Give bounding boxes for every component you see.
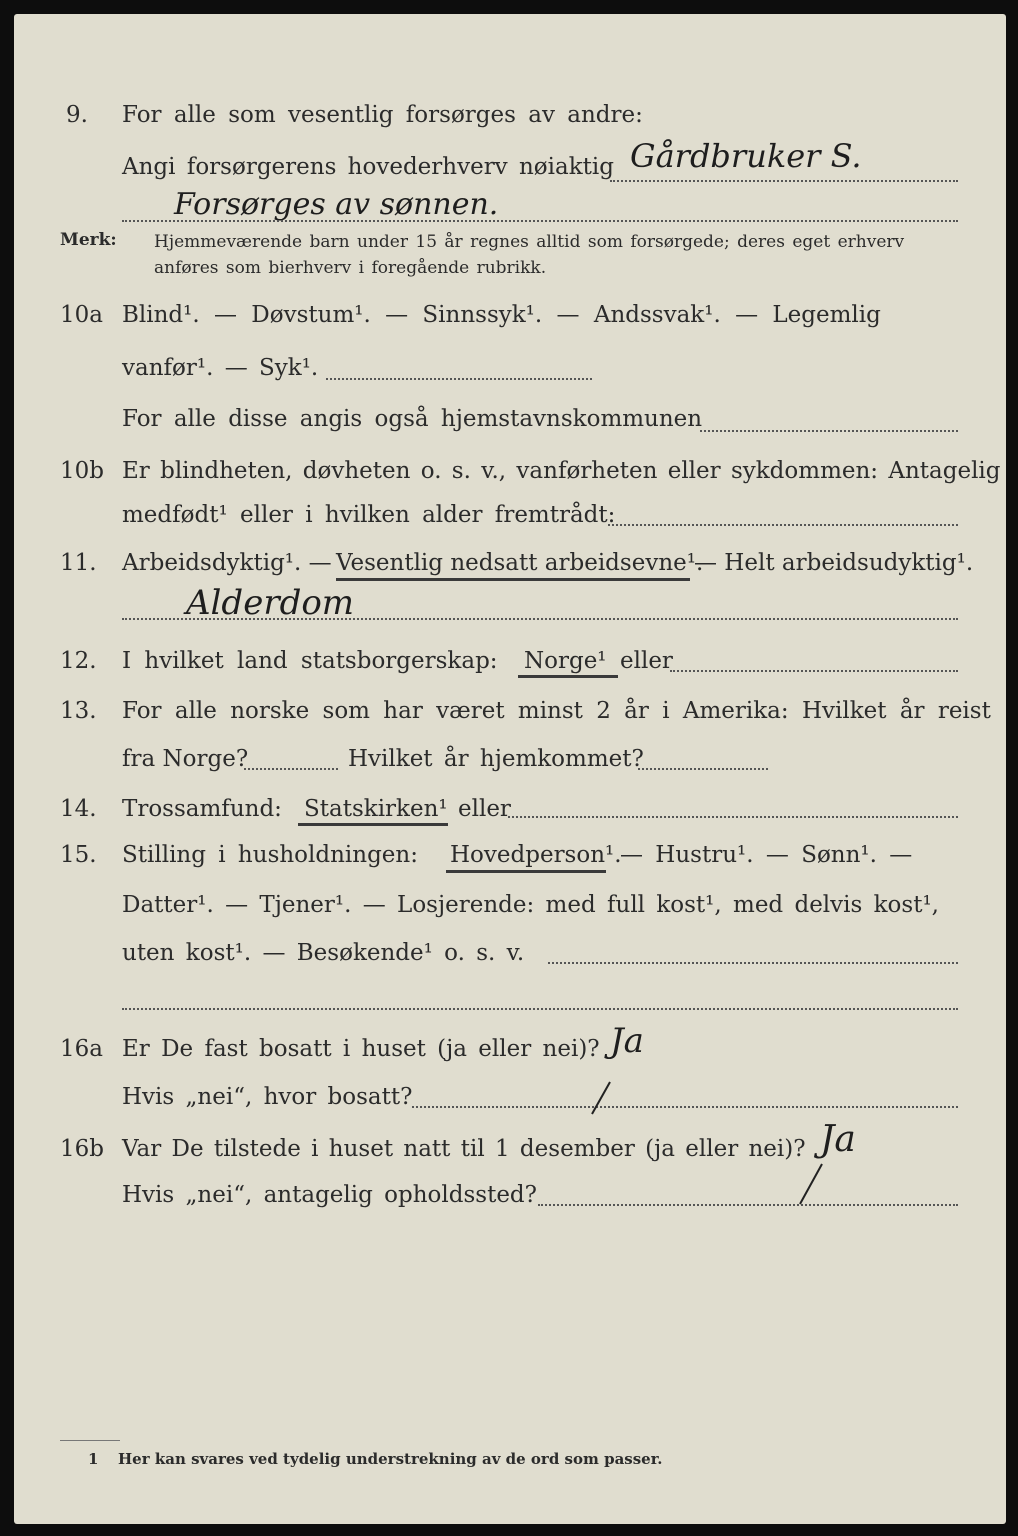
q9-handwritten-note: Forsørges av sønnen. [174, 187, 499, 222]
footnote-mark: 1 [88, 1450, 99, 1468]
merk-line1: Hjemmeværende barn under 15 år regnes alltid som forsørgede; deres eget erhverv [154, 232, 905, 252]
q13-line1: For alle norske som har været minst 2 år i Amerika: Hvilket år reist [122, 698, 991, 724]
item-number-13: 13. [60, 698, 97, 724]
q12-eller: eller [620, 648, 673, 674]
q13-line2-a: fra Norge? [122, 746, 249, 772]
q10a-line1: Blind¹. — Døvstum¹. — Sinnssyk¹. — Andssvak¹. — Legemlig [122, 302, 881, 328]
q9-handwritten-occupation: Gårdbruker S. [630, 137, 862, 175]
q14-eller: eller [458, 796, 511, 822]
q12-norge: Norge¹ [524, 648, 607, 674]
q16b-line1: Var De tilstede i huset natt til 1 desember (ja eller nei)? [122, 1136, 806, 1162]
q9-line2: Angi forsørgerens hovederhverv nøiaktig [122, 154, 614, 180]
q10a-line2: vanfør¹. — Syk¹. [122, 355, 319, 381]
q15-line3: uten kost¹. — Besøkende¹ o. s. v. [122, 940, 525, 966]
q10a-line3: For alle disse angis også hjemstavnskommunen [122, 406, 703, 432]
merk-line2: anføres som bierhverv i foregående rubrikk. [154, 258, 547, 278]
item-number-16a: 16a [60, 1036, 103, 1062]
item-number-14: 14. [60, 796, 97, 822]
q11-option-c: — Helt arbeidsudyktig¹. [694, 550, 974, 576]
footnote-text: Her kan svares ved tydelig understrekning av de ord som passer. [118, 1450, 663, 1468]
merk-label: Merk: [60, 230, 117, 250]
q10b-line1: Er blindheten, døvheten o. s. v., vanførheten eller sykdommen: Antagelig [122, 458, 1001, 484]
q11-option-b: Vesentlig nedsatt arbeidsevne¹. [336, 550, 704, 576]
q16b-handwritten-answer: Ja [820, 1119, 856, 1160]
item-number-10a: 10a [60, 302, 103, 328]
q10b-line2: medfødt¹ eller i hvilken alder fremtrådt: [122, 502, 616, 528]
q15-line1-rest: — Hustru¹. — Sønn¹. — [620, 842, 913, 868]
q9-line1: For alle som vesentlig forsørges av andre: [122, 102, 643, 128]
q15-hovedperson: Hovedperson¹. [450, 842, 622, 868]
q15-line2: Datter¹. — Tjener¹. — Losjerende: med full kost¹, med delvis kost¹, [122, 892, 939, 918]
q16a-line2: Hvis „nei“, hvor bosatt? [122, 1084, 413, 1110]
q11-option-a: Arbeidsdyktig¹. — [122, 550, 332, 576]
item-number-9: 9. [66, 102, 88, 128]
census-form-page [14, 14, 1006, 1524]
item-number-10b: 10b [60, 458, 104, 484]
q15-label: Stilling i husholdningen: [122, 842, 418, 868]
q12-text: I hvilket land statsborgerskap: [122, 648, 498, 674]
item-number-12: 12. [60, 648, 97, 674]
q16a-line1: Er De fast bosatt i huset (ja eller nei)? [122, 1036, 600, 1062]
q13-line2-b: Hvilket år hjemkommet? [348, 746, 644, 772]
item-number-11: 11. [60, 550, 97, 576]
item-number-15: 15. [60, 842, 97, 868]
q14-statskirken: Statskirken¹ [304, 796, 448, 822]
handwriting-strokes [14, 14, 1006, 1524]
q14-label: Trossamfund: [122, 796, 282, 822]
item-number-16b: 16b [60, 1136, 104, 1162]
q16b-line2: Hvis „nei“, antagelig opholdssted? [122, 1182, 537, 1208]
q16a-handwritten-answer: Ja [610, 1021, 644, 1061]
q11-handwritten-answer: Alderdom [186, 583, 355, 623]
